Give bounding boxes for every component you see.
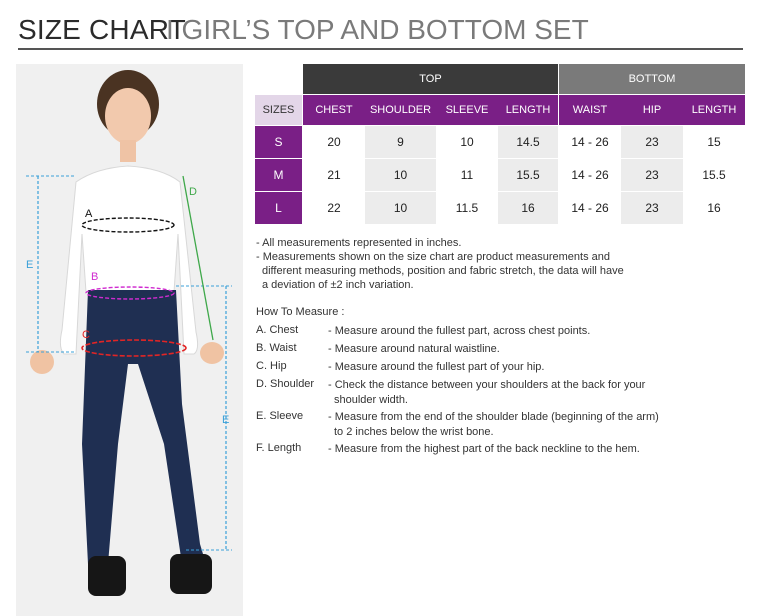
- page-subtitle: I GIRL’S TOP AND BOTTOM SET: [166, 14, 589, 45]
- model-illustration: [16, 64, 243, 616]
- table-cell: 23: [621, 126, 683, 158]
- label-d: D: [189, 186, 197, 198]
- table-row-size: S: [255, 126, 302, 158]
- table-cell: 21: [303, 159, 365, 191]
- col-header-sleeve: SLEEVE: [436, 95, 498, 125]
- table-cell: 14 - 26: [559, 192, 621, 224]
- left-hand: [30, 350, 54, 374]
- table-row-size: M: [255, 159, 302, 191]
- notes: [256, 236, 676, 292]
- how-to-label: C. Hip: [256, 360, 287, 372]
- face: [105, 88, 151, 144]
- model-photo: [16, 64, 243, 616]
- note-line: - All measurements represented in inches.: [256, 237, 462, 249]
- table-cell: 11.5: [436, 192, 498, 224]
- col-header-hip: HIP: [621, 95, 683, 125]
- col-header-sizes: SIZES: [255, 95, 302, 125]
- how-to-label: A. Chest: [256, 324, 299, 336]
- table-cell: 10: [365, 192, 436, 224]
- table-cell: 10: [436, 126, 498, 158]
- table-cell: 15: [683, 126, 745, 158]
- table-cell: 14.5: [498, 126, 558, 158]
- table-cell: 10: [365, 159, 436, 191]
- how-to-text: - Check the distance between your shoulders at the back for your: [328, 379, 646, 391]
- label-e-length: E: [222, 414, 230, 426]
- page-title: SIZE CHART: [18, 14, 186, 45]
- how-to-label: E. Sleeve: [256, 410, 304, 422]
- note-line: - Measurements shown on the size chart are product measurements and: [256, 251, 611, 263]
- table-cell: 23: [621, 159, 683, 191]
- col-header-chest: CHEST: [303, 95, 365, 125]
- table-cell: 23: [621, 192, 683, 224]
- how-to-text: shoulder width.: [334, 394, 408, 406]
- how-to-label: F. Length: [256, 442, 302, 454]
- table-cell: 16: [683, 192, 745, 224]
- col-header-waist: WAIST: [559, 95, 621, 125]
- right-shoe: [170, 554, 212, 594]
- left-shoe: [88, 556, 126, 596]
- how-to-text: - Measure from the end of the shoulder blade (beginning of the arm): [328, 411, 659, 423]
- label-a: A: [85, 208, 93, 220]
- how-to-text: - Measure from the highest part of the back neckline to the hem.: [328, 443, 640, 455]
- col-header-length-top: LENGTH: [498, 95, 558, 125]
- how-to-text: - Measure around the fullest part of your hip.: [328, 361, 545, 373]
- neck: [120, 140, 136, 162]
- how-to-label: D. Shoulder: [256, 378, 315, 390]
- how-to-text: to 2 inches below the wrist bone.: [334, 426, 494, 438]
- how-to-text: - Measure around the fullest part, across chest points.: [328, 325, 591, 337]
- table-cell: 16: [498, 192, 558, 224]
- col-header-shoulder: SHOULDER: [365, 95, 436, 125]
- title-bar: [18, 12, 743, 50]
- label-c: C: [82, 329, 90, 341]
- table-cell: 9: [365, 126, 436, 158]
- label-b: B: [91, 271, 99, 283]
- table-row-size: L: [255, 192, 302, 224]
- table-cell: 22: [303, 192, 365, 224]
- how-to-text: - Measure around natural waistline.: [328, 343, 500, 355]
- how-to-title: How To Measure :: [256, 306, 345, 318]
- how-to-label: B. Waist: [256, 342, 297, 354]
- group-header-top: TOP: [303, 64, 558, 94]
- group-header-bottom: BOTTOM: [559, 64, 745, 94]
- table-cell: 11: [436, 159, 498, 191]
- table-cell: 14 - 26: [559, 159, 621, 191]
- table-cell: 14 - 26: [559, 126, 621, 158]
- table-cell: 15.5: [498, 159, 558, 191]
- label-e-sleeve: E: [26, 259, 34, 271]
- col-header-length-bottom: LENGTH: [683, 95, 745, 125]
- note-line: a deviation of ±2 inch variation.: [262, 279, 414, 291]
- note-line: different measuring methods, position and fabric stretch, the data will have: [262, 265, 624, 277]
- right-hand: [200, 342, 224, 364]
- table-cell: 15.5: [683, 159, 745, 191]
- table-cell: 20: [303, 126, 365, 158]
